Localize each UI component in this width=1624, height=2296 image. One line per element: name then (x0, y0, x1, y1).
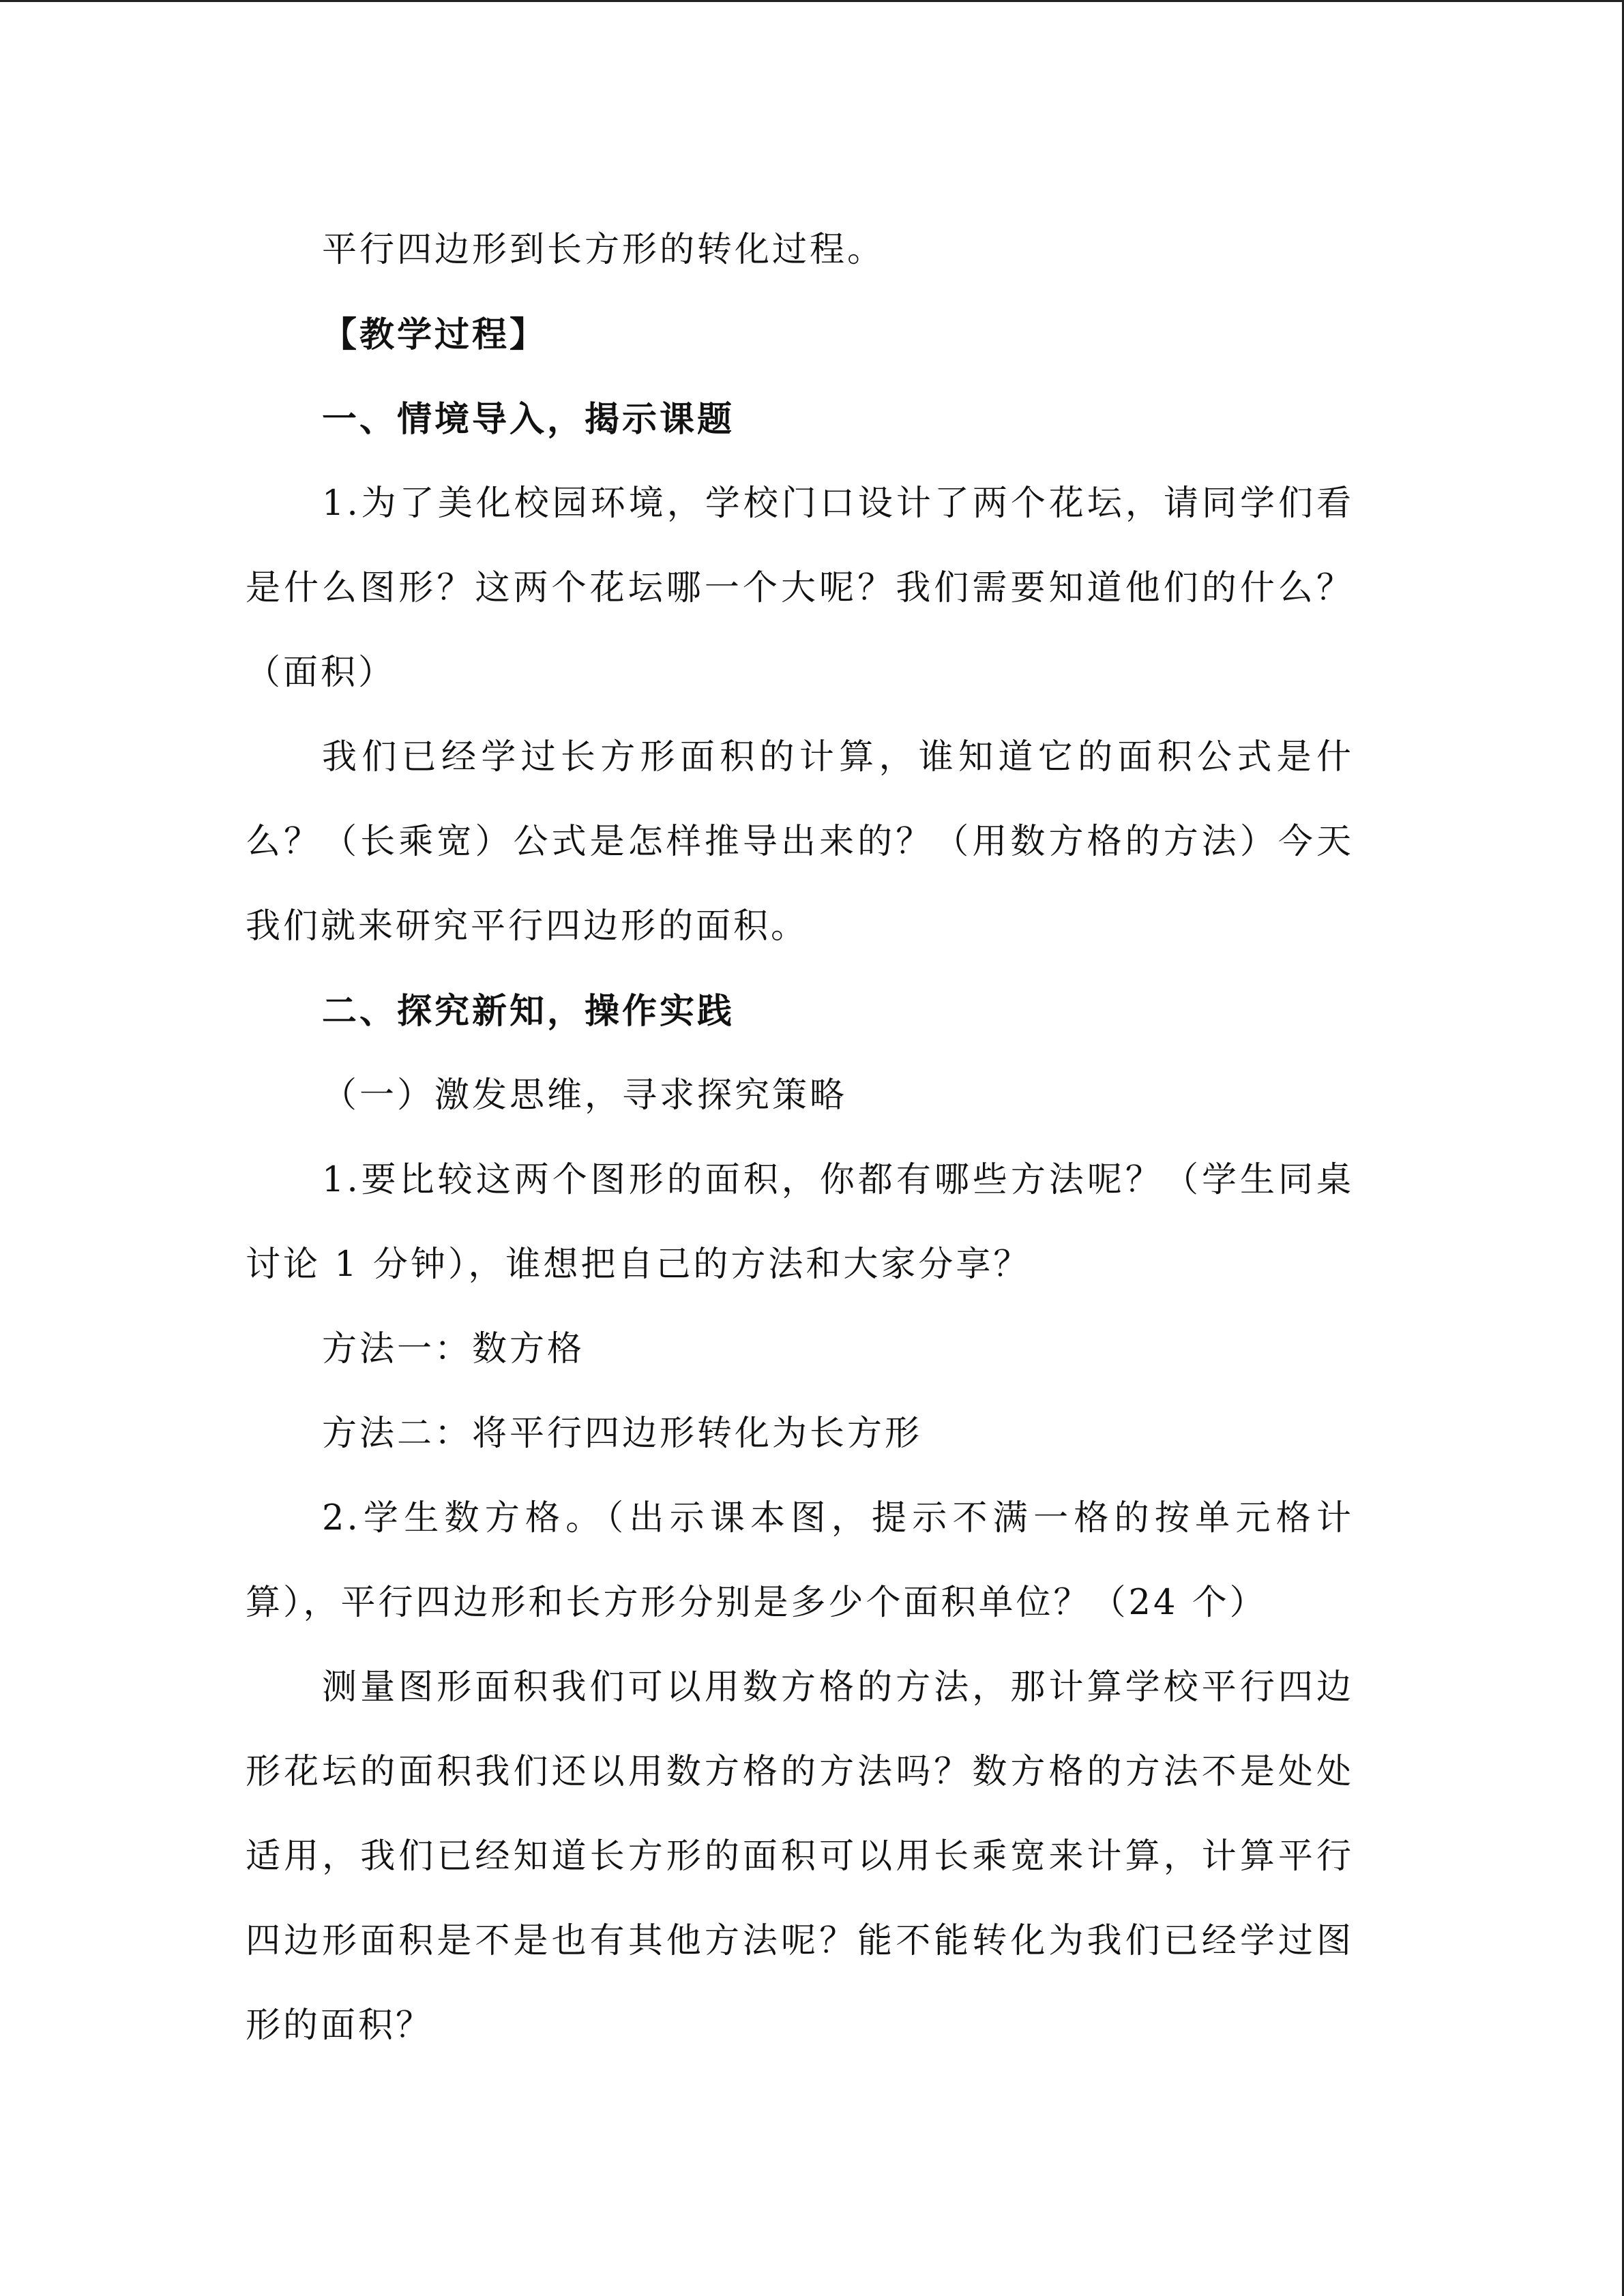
paragraph-compare-methods: 1.要比较这两个图形的面积，你都有哪些方法呢？（学生同桌讨论 1 分钟），谁想把自己的方法和大家分享？ (246, 1160, 1354, 1285)
paragraph-transformation-process: 平行四边形到长方形的转化过程。 (322, 230, 885, 270)
section-heading-teaching-process: 【教学过程】 (322, 314, 548, 355)
paragraph-method-two: 方法二：将平行四边形转化为长方形 (322, 1414, 923, 1454)
paragraph-method-one: 方法一：数方格 (322, 1329, 585, 1369)
paragraph-count-squares: 2.学生数方格。（出示课本图，提示不满一格的按单元格计算），平行四边形和长方形分别是多少个面积单位？（24 个） (246, 1498, 1354, 1623)
section-heading-introduction: 一、情境导入，揭示课题 (322, 399, 735, 440)
paragraph-rectangle-area-review: 我们已经学过长方形面积的计算，谁知道它的面积公式是什么？（长乘宽）公式是怎样推导出来的？（用数方格的方法）今天我们就来研究平行四边形的面积。 (246, 737, 1354, 946)
subheading-strategy: （一）激发思维，寻求探究策略 (322, 1075, 848, 1116)
document-page (246, 208, 1354, 2068)
paragraph-other-methods: 测量图形面积我们可以用数方格的方法，那计算学校平行四边形花坛的面积我们还以用数方格的方法吗？数方格的方法不是处处适用，我们已经知道长方形的面积可以用长乘宽来计算，计算平行四边形面积是不是也有其他方法呢？能不能转化为我们已经学过图形的面积？ (246, 1667, 1354, 2046)
top-border-line (0, 0, 1624, 2)
section-heading-exploration: 二、探究新知，操作实践 (322, 991, 735, 1032)
paragraph-flower-bed-question: 1.为了美化校园环境，学校门口设计了两个花坛，请同学们看是什么图形？这两个花坛哪一个大呢？我们需要知道他们的什么？（面积） (246, 483, 1354, 693)
